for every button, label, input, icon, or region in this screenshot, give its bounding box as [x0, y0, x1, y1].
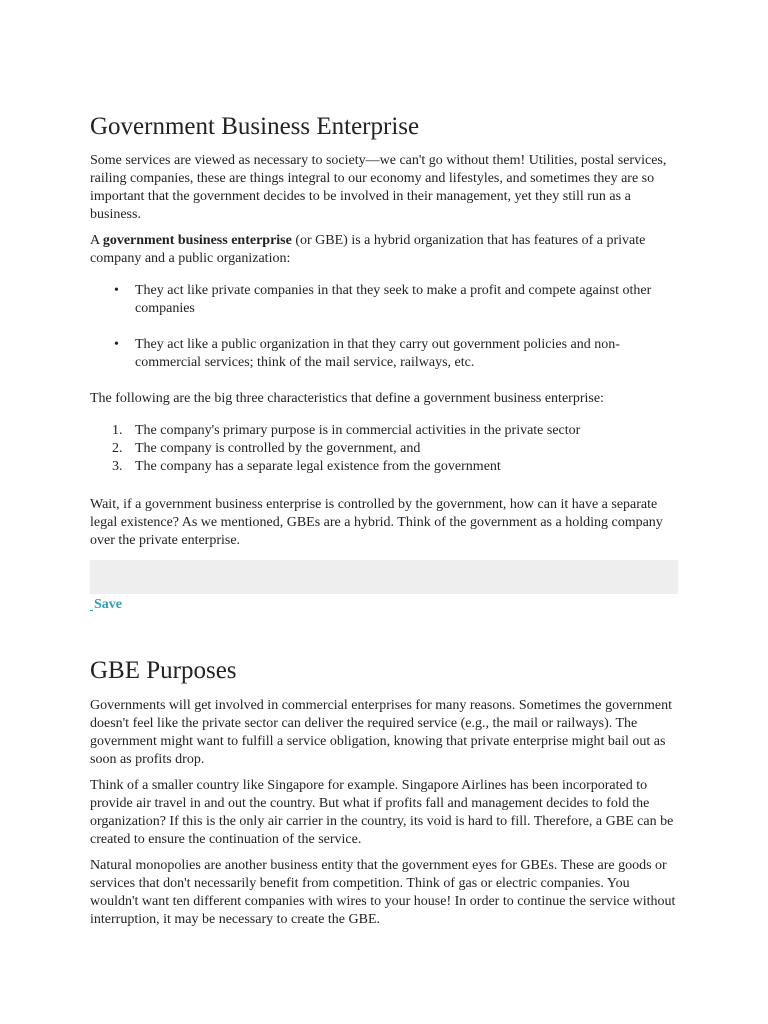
purposes-paragraph: Natural monopolies are another business entity that the government eyes for GBEs. These are goods or services that don't necessarily benefit from competition. Think of gas or electric companies. You wouldn't want ten different companies with wires to your house! In order to continue the service without interruption, it may be necessary to create the GBE. [90, 858, 676, 927]
list-number: 3. [112, 459, 123, 474]
save-icon [90, 610, 93, 611]
list-number: 2. [112, 441, 123, 456]
save-button[interactable] [90, 596, 122, 614]
page-title: Government Business Enterprise [90, 113, 420, 140]
save-label: Save [94, 597, 122, 612]
list-item-text: The company's primary purpose is in commercial activities in the private sector [135, 423, 581, 438]
characteristics-list [90, 422, 678, 476]
section-title-purposes: GBE Purposes [90, 657, 237, 684]
list-item [112, 440, 678, 458]
purposes-paragraph: Think of a smaller country like Singapore for example. Singapore Airlines has been incorporated to provide air travel in and out the country. But what if profits fall and management decides to fold the organization? If this is the only air carrier in the country, its void is hard to fill. Therefore, a GBE can be created to ensure the continuation of the service. [90, 778, 674, 847]
intro-paragraph: Some services are viewed as necessary to society—we can't go without them! Utilities, postal services, railing companies, these are things integral to our economy and lifestyles, and sometimes they are so important that the government decides to be involved in their management, yet they still run as a business. [90, 153, 667, 222]
purposes-paragraph: Governments will get involved in commercial enterprises for many reasons. Sometimes the government doesn't feel like the private sector can deliver the required service (e.g., the mail or railways). The government might want to fulfill a service obligation, knowing that private enterprise might bail out as soon as profits drop. [90, 698, 673, 767]
features-list [90, 282, 678, 372]
ad-placeholder [90, 560, 678, 594]
characteristics-intro: The following are the big three characteristics that define a government business enterprise: [90, 391, 604, 406]
definition-suffix: (or GBE) is a hybrid organization that has features of a private company and a public organization: [90, 233, 646, 266]
definition-term: government business enterprise [102, 233, 292, 248]
hybrid-paragraph: Wait, if a government business enterprise is controlled by the government, how can it have a separate legal existence? As we mentioned, GBEs are a hybrid. Think of the government as a holding company over the private enterprise. [90, 497, 663, 548]
list-item: • They act like private companies in that they seek to make a profit and compete against other companies [135, 282, 678, 318]
list-item [112, 458, 678, 476]
definition-prefix: A [90, 233, 103, 248]
definition-paragraph [90, 232, 678, 268]
list-number: 1. [112, 423, 123, 438]
list-item [112, 422, 678, 440]
list-item: • They act like a public organization in that they carry out government policies and non-commercial services; think of the mail service, railways, etc. [135, 336, 678, 372]
save-row [90, 596, 678, 616]
document-page [90, 110, 678, 937]
list-item-text: The company has a separate legal existence from the government [135, 459, 501, 474]
list-item-text: The company is controlled by the government, and [135, 441, 421, 456]
